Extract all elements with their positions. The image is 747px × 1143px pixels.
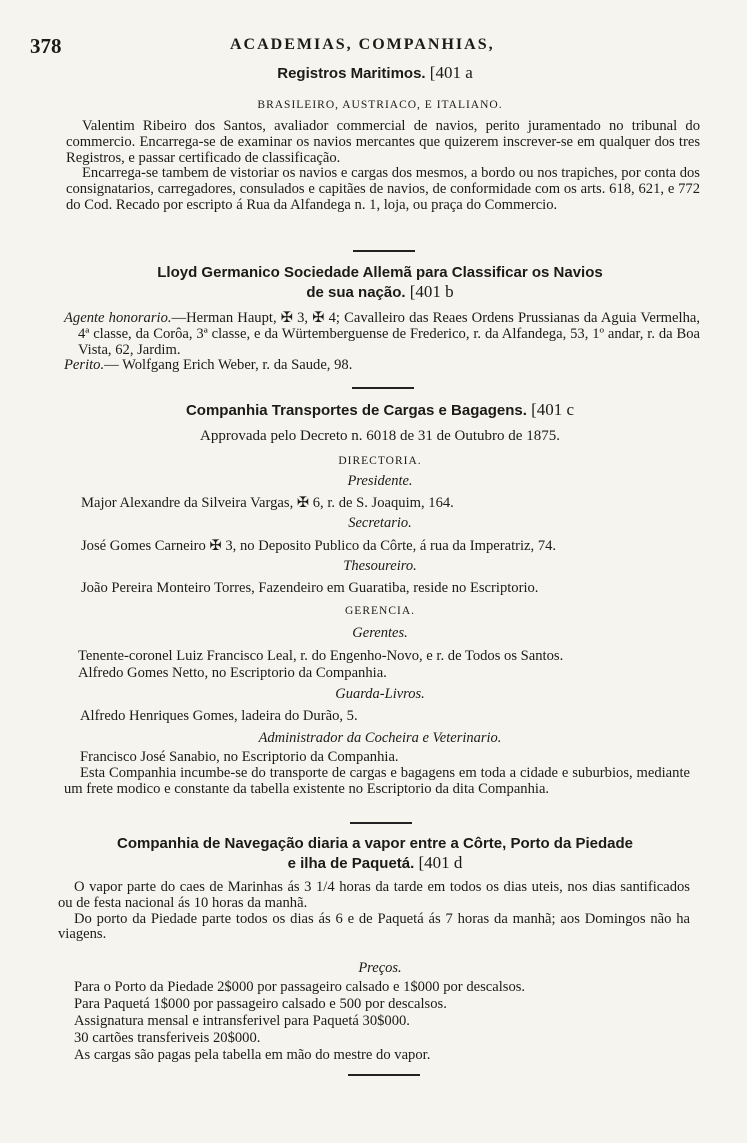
price-line: Para o Porto da Piedade 2$000 por passageiro calsado e 1$000 por descalsos. <box>74 979 526 995</box>
lloyd-title-line-2: de sua nação. <box>306 284 406 301</box>
lloyd-title <box>100 263 660 302</box>
navegacao-para-1: O vapor parte do caes de Marinhas ás 3 1/4 horas da tarde em todos os dias uteis, nos dias santificados ou de festa nacional ás 10 horas da manhã. <box>58 879 690 911</box>
lloyd-body <box>64 311 700 374</box>
registros-para-1: Valentim Ribeiro dos Santos, avaliador commercial de navios, perito juramentado no tribunal do commercio. Encarrega-se de examinar os navios mercantes que quizerem inscrever-se em qualquer dos tres Registros, e passar certificado de classificação. <box>66 118 700 166</box>
gerente-1: Tenente-coronel Luiz Francisco Leal, r. do Engenho-Novo, e r. de Todos os Santos. <box>78 648 564 664</box>
perito-text: — Wolfgang Erich Weber, r. da Saude, 98. <box>104 357 353 374</box>
navegacao-tag: [401 d <box>418 853 463 872</box>
lloyd-perito <box>64 358 700 374</box>
agente-text: —Herman Haupt, ✠ 3, ✠ 4; Cavalleiro das Reaes Ordens Prussianas da Aguia Vermelha, 4ª classe, da Corôa, 3ª classe, e da Würtemberguense de Frederico, r. da Alfandega, 53, 1º andar, r. da Boa Vista, 62, Jardim. <box>78 310 700 358</box>
presidente-line: Major Alexandre da Silveira Vargas, ✠ 6, r. de S. Joaquim, 164. <box>81 495 454 511</box>
price-line: Assignatura mensal e intransferivel para Paquetá 30$000. <box>74 1013 410 1029</box>
transportes-tag: [401 c <box>531 400 575 419</box>
gerentes-label: Gerentes. <box>352 625 408 641</box>
price-line: 30 cartões transferiveis 20$000. <box>74 1030 261 1046</box>
lloyd-agente <box>64 311 700 358</box>
directoria-heading: DIRECTORIA. <box>338 455 422 467</box>
thesoureiro-label: Thesoureiro. <box>343 558 417 574</box>
administrador-label: Administrador da Cocheira e Veterinario. <box>258 730 502 746</box>
transportes-decree: Approvada pelo Decreto n. 6018 de 31 de Outubro de 1875. <box>200 428 560 444</box>
registros-title: Registros Maritimos. [401 a <box>277 63 473 82</box>
navegacao-title-line-2: e ilha de Paquetá. <box>287 855 415 872</box>
guarda-livros-line: Alfredo Henriques Gomes, ladeira do Durão, 5. <box>80 708 358 724</box>
registros-body <box>66 119 700 214</box>
transportes-body <box>64 766 690 798</box>
registros-para-2: Encarrega-se tambem de vistoriar os navios e cargas dos mesmos, a bordo ou nos trapiches, por conta dos consignatarios, carregadores, consulados e capitães de navios, de conformidade com os arts. 618, 621, e 772 do Cod. Recado por escripto á Rua da Alfandega n. 1, loja, ou praça do Commercio. <box>66 165 700 213</box>
section-rule <box>352 387 414 389</box>
thesoureiro-line: João Pereira Monteiro Torres, Fazendeiro em Guaratiba, reside no Escriptorio. <box>81 580 539 596</box>
presidente-label: Presidente. <box>347 473 413 489</box>
running-title: ACADEMIAS, COMPANHIAS, <box>230 36 495 53</box>
navegacao-title-line-1: Companhia de Navegação diaria a vapor entre a Côrte, Porto da Piedade <box>117 835 633 852</box>
transportes-para: Esta Companhia incumbe-se do transporte de cargas e bagagens em toda a cidade e suburbios, mediante um frete modico e constante da tabella existente no Escriptorio da dita Companhia. <box>64 765 690 797</box>
lloyd-title-line-1: Lloyd Germanico Sociedade Allemã para Classificar os Navios <box>157 264 603 281</box>
gerencia-heading: GERENCIA. <box>344 605 415 617</box>
gerente-2: Alfredo Gomes Netto, no Escriptorio da Companhia. <box>78 665 387 681</box>
agente-label: Agente honorario. <box>64 310 172 326</box>
section-rule <box>353 250 415 252</box>
perito-label: Perito. <box>64 357 105 374</box>
guarda-livros-label: Guarda-Livros. <box>335 686 425 702</box>
section-rule <box>348 1074 420 1076</box>
section-rule <box>350 822 412 824</box>
price-line: As cargas são pagas pela tabella em mão do mestre do vapor. <box>74 1047 431 1063</box>
navegacao-title <box>80 834 670 873</box>
navegacao-para-2: Do porto da Piedade parte todos os dias ás 6 e de Paquetá ás 7 horas da manhã; aos Domingos não ha viagens. <box>58 910 690 943</box>
administrador-line: Francisco José Sanabio, no Escriptorio da Companhia. <box>80 749 399 765</box>
price-line: Para Paquetá 1$000 por passageiro calsado e 500 por descalsos. <box>74 996 447 1012</box>
navegacao-body <box>58 880 690 943</box>
secretario-label: Secretario. <box>348 515 412 531</box>
page-number: 378 <box>30 34 62 58</box>
registros-tag: [401 a <box>429 63 473 82</box>
transportes-title: Companhia Transportes de Cargas e Bagagens. [401 c <box>185 400 575 419</box>
registros-subtitle: BRASILEIRO, AUSTRIACO, E ITALIANO. <box>257 99 503 111</box>
secretario-line: José Gomes Carneiro ✠ 3, no Deposito Publico da Côrte, á rua da Imperatriz, 74. <box>81 538 557 554</box>
precos-label: Preços. <box>358 960 402 976</box>
lloyd-tag: [401 b <box>409 282 454 301</box>
